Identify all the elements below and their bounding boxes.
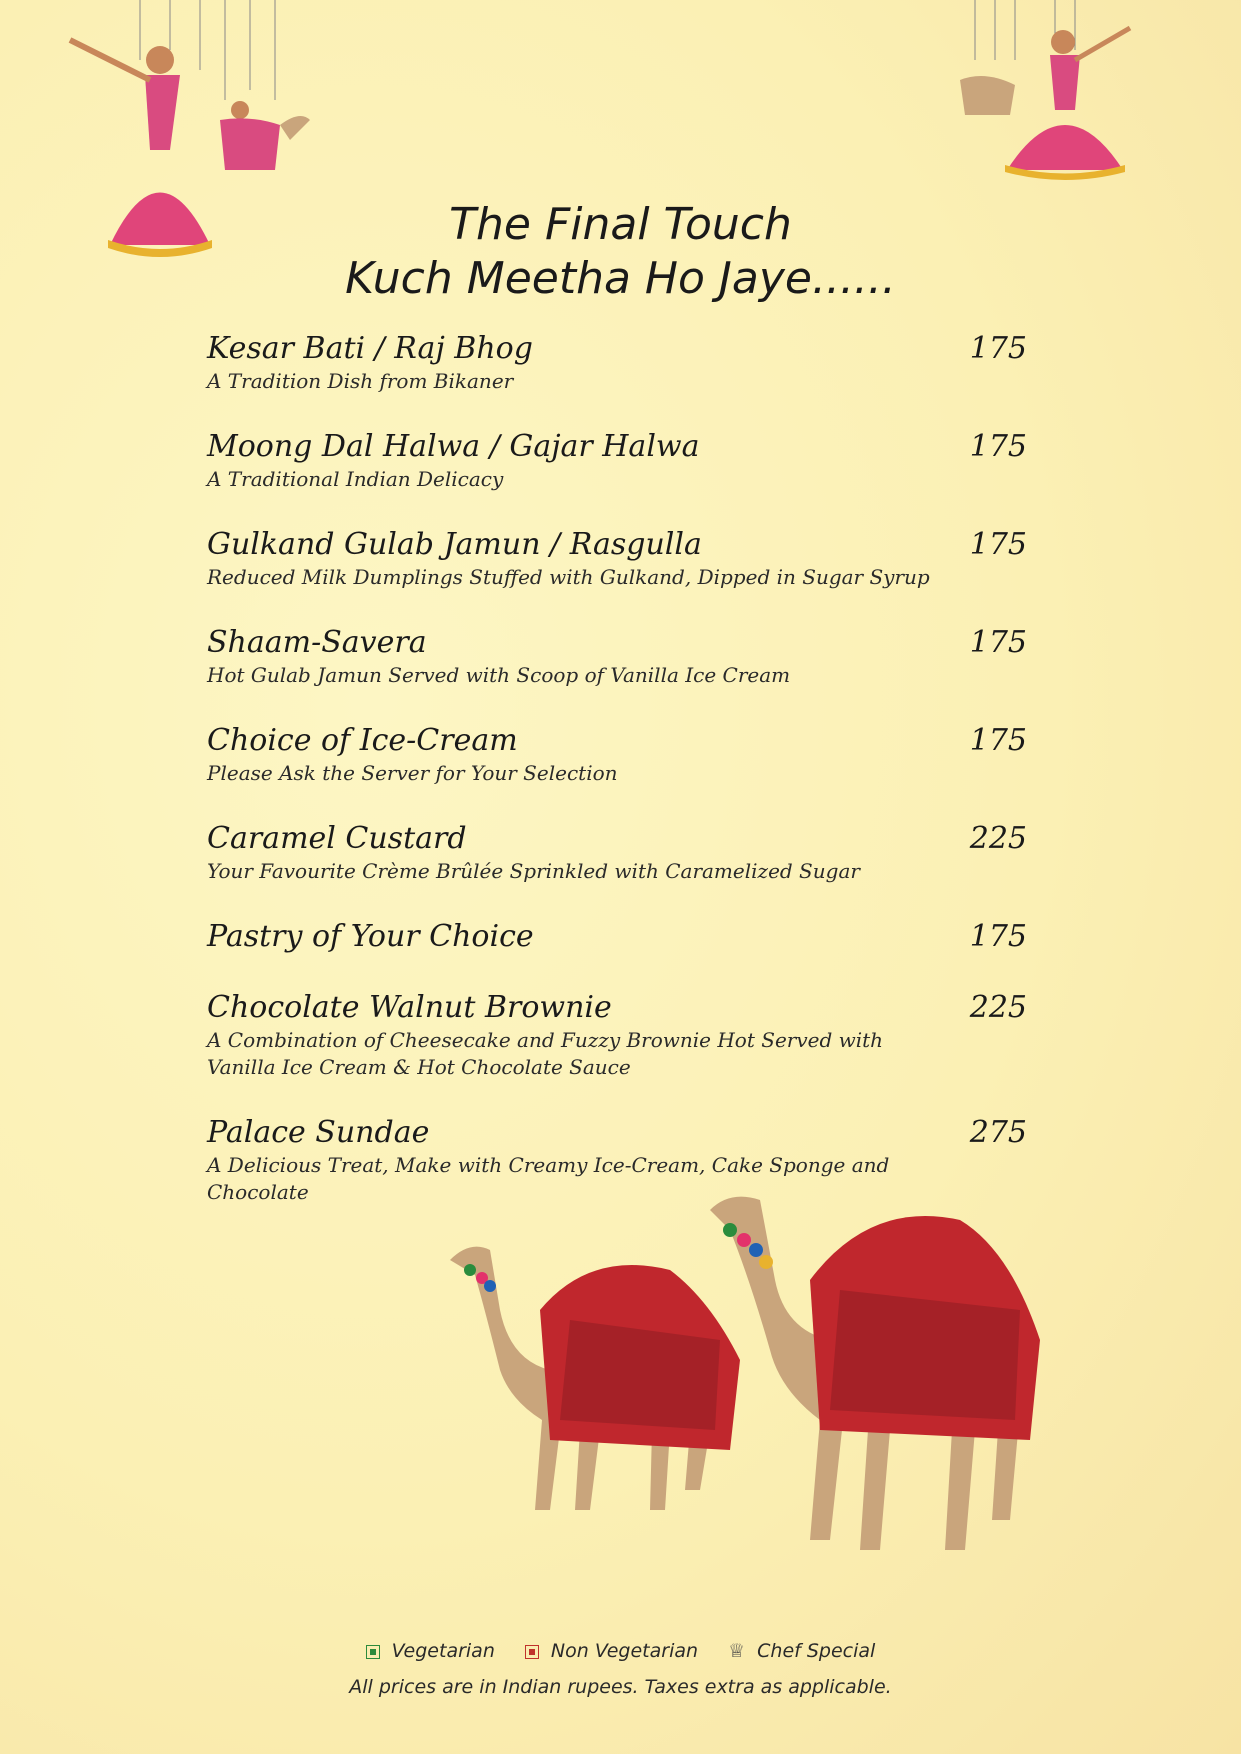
camel-small [450, 1247, 740, 1510]
puppet-illustration-right [955, 0, 1135, 200]
menu-item-description: A Traditional Indian Delicacy [207, 467, 504, 491]
menu-item-name: Choice of Ice-Cream [207, 723, 518, 758]
menu-item-price: 175 [969, 527, 1027, 562]
legend-nonveg [519, 1640, 704, 1662]
menu-item-description: Reduced Milk Dumplings Stuffed with Gulkand, Dipped in Sugar Syrup [207, 565, 930, 589]
menu-item [207, 624, 1027, 689]
menu-item-name: Caramel Custard [207, 821, 467, 856]
menu-item [207, 428, 1027, 493]
menu-item-name: Palace Sundae [207, 1115, 430, 1150]
menu-item [207, 526, 1027, 591]
diet-legend [0, 1640, 1241, 1662]
menu-item [207, 989, 1027, 1081]
menu-item-name: Kesar Bati / Raj Bhog [207, 331, 533, 366]
menu-item-description: Please Ask the Server for Your Selection [207, 761, 618, 785]
legend-chef-label: Chef Special [757, 1640, 876, 1662]
legend-veg [360, 1640, 501, 1662]
veg-icon [366, 1645, 380, 1659]
menu-item [207, 820, 1027, 885]
menu-item-description: A Tradition Dish from Bikaner [207, 369, 514, 393]
legend-veg-label: Vegetarian [391, 1640, 495, 1662]
camel-large [710, 1197, 1040, 1550]
menu-item-description: A Delicious Treat, Make with Creamy Ice-Cream, Cake Sponge and Chocolate [207, 1153, 890, 1204]
menu-item [207, 330, 1027, 395]
menu-item-description: Your Favourite Crème Brûlée Sprinkled with Caramelized Sugar [207, 859, 860, 883]
menu-item-name: Chocolate Walnut Brownie [207, 990, 612, 1025]
menu-item-price: 175 [969, 919, 1027, 954]
menu-item-price: 175 [969, 625, 1027, 660]
title-line-1: The Final Touch [449, 199, 792, 250]
menu-item-price: 225 [969, 821, 1027, 856]
menu-item-name: Moong Dal Halwa / Gajar Halwa [207, 429, 700, 464]
menu-item-name: Pastry of Your Choice [207, 919, 534, 954]
menu-item-name: Shaam-Savera [207, 625, 427, 660]
legend-chef [722, 1640, 881, 1662]
price-note: All prices are in Indian rupees. Taxes extra as applicable. [349, 1676, 892, 1698]
chef-hat-icon: ♕ [728, 1640, 746, 1662]
menu-item-price: 225 [969, 990, 1027, 1025]
menu-item-description: A Combination of Cheesecake and Fuzzy Brownie Hot Served with Vanilla Ice Cream & Hot Chocolate Sauce [207, 1028, 884, 1079]
title-line-2: Kuch Meetha Ho Jaye...... [345, 253, 896, 304]
menu-item-price: 175 [969, 331, 1027, 366]
menu-title [0, 198, 1241, 306]
dessert-menu-list [207, 330, 1027, 1239]
menu-item-price: 275 [969, 1115, 1027, 1150]
menu-item-price: 175 [969, 723, 1027, 758]
legend-nonveg-label: Non Vegetarian [550, 1640, 699, 1662]
menu-item [207, 722, 1027, 787]
menu-item-description: Hot Gulab Jamun Served with Scoop of Vanilla Ice Cream [207, 663, 791, 687]
menu-item-price: 175 [969, 429, 1027, 464]
non-veg-icon [525, 1645, 539, 1659]
menu-item [207, 918, 1027, 956]
camels-illustration [430, 1190, 1090, 1570]
menu-item-name: Gulkand Gulab Jamun / Rasgulla [207, 527, 702, 562]
